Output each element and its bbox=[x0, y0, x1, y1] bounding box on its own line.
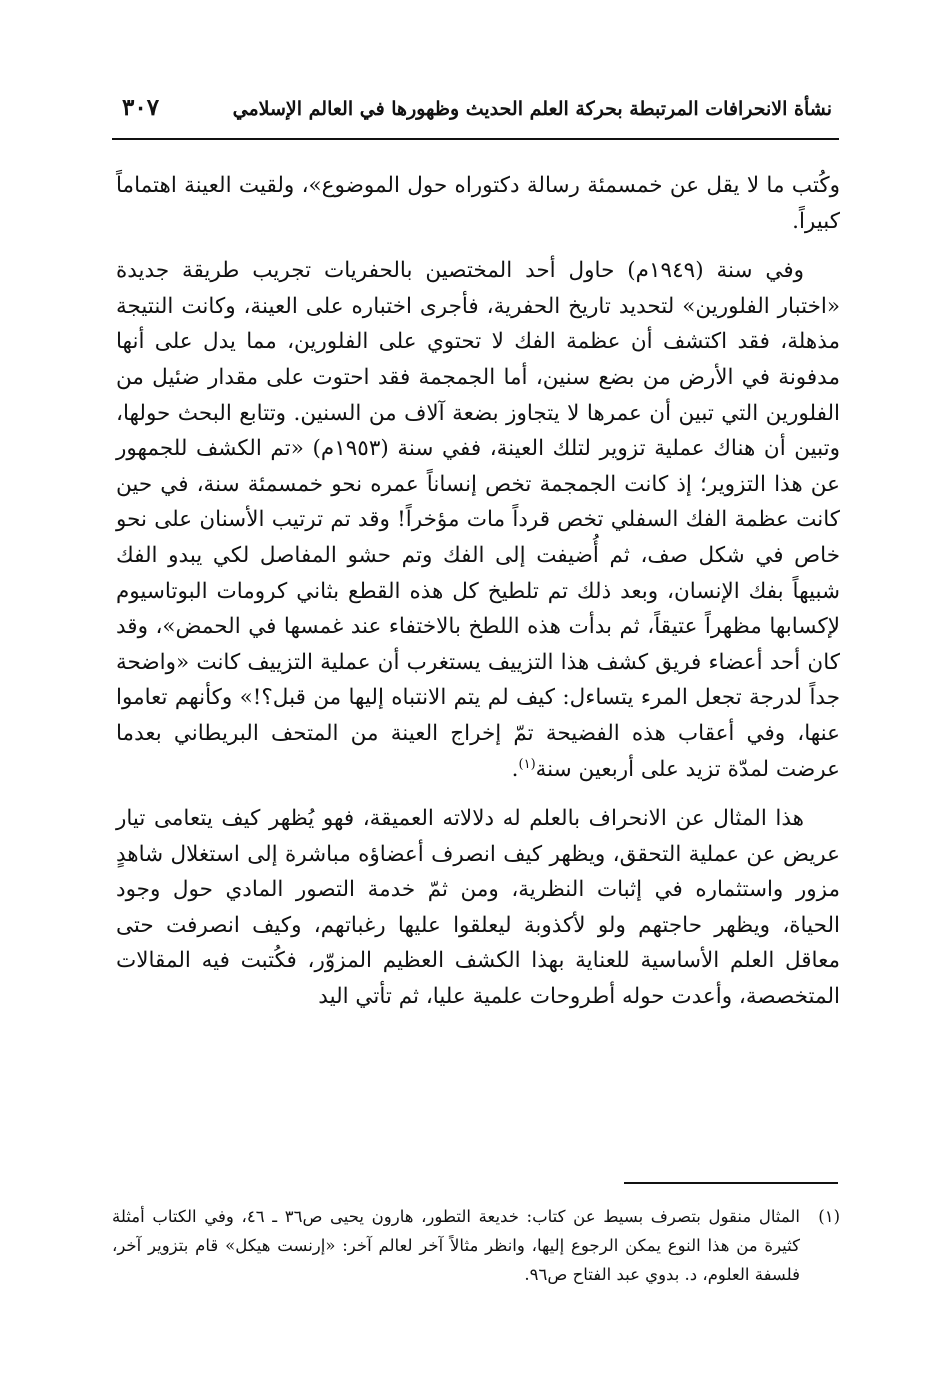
footnote-divider bbox=[624, 1182, 838, 1184]
running-header-title: نشأة الانحرافات المرتبطة بحركة العلم الحديث وظهورها في العالم الإسلامي bbox=[232, 98, 832, 120]
paragraph-piltdown-exposure bbox=[116, 253, 840, 787]
paragraph-tail: . bbox=[511, 756, 519, 782]
paragraph-continuation bbox=[116, 168, 840, 239]
paragraph-text: هذا المثال عن الانحراف بالعلم له دلالاته العميقة، فهو يُظهر كيف يتعامى تيار عريض عن عملية التحقق، ويظهر كيف انصرف أعضاؤه مباشرة إلى استغلال شاهدٍ مزور واستثماره في إثبات النظرية، ومن ثمّ خدمة التصور المادي حول وجود الحياة، ويظهر حاجتهم ولو لأكذوبة ليعلقوا عليها رغباتهم، وكيف انصرفت حتى معاقل العلم الأساسية للعناية بهذا الكشف العظيم المزوّر، فكُتبت فيه المقالات المتخصصة، وأعدت حوله أطروحات علمية عليا، ثم تأتي اليد bbox=[116, 806, 840, 1010]
footnote-reference[interactable]: (١) bbox=[518, 756, 536, 772]
page-number: ٣٠٧ bbox=[122, 94, 160, 121]
paragraph-analysis bbox=[116, 801, 840, 1015]
footnote-number: (١) bbox=[818, 1207, 840, 1226]
main-text bbox=[116, 168, 840, 1029]
running-header bbox=[112, 92, 832, 132]
paragraph-text: وفي سنة (١٩٤٩م) حاول أحد المختصين بالحفريات تجريب طريقة جديدة «اختبار الفلورين» لتحديد تاريخ الحفرية، فأجرى اختباره على العينة، وكانت النتيجة مذهلة، فقد اكتشف أن عظمة الفك لا تحتوي على الفلورين، مما يدل على أنها مدفونة في الأرض من بضع سنين، أما الجمجمة فقد احتوت على مقدار ضئيل من الفلورين التي تبين أن عمرها لا يتجاوز بضعة آلاف من السنين. وتتابع البحث حولها، وتبين أن هناك عملية تزوير لتلك العينة، ففي سنة (١٩٥٣م) «تم الكشف للجمهور عن هذا التزوير؛ إذ كانت الجمجمة تخص إنساناً عمره نحو خمسمئة سنة، في حين كانت عظمة الفك السفلي تخص قرداً مات مؤخراً! وقد تم ترتيب الأسنان على نحو خاص في شكل صف، ثم أُضيفت إلى الفك وتم حشو المفاصل لكي يبدو الفك شبيهاً بفك الإنسان، وبعد ذلك تم تلطيخ كل هذه القطع بثاني كرومات البوتاسيوم لإكسابها مظهراً عتيقاً، ثم بدأت هذه اللطخ بالاختفاء عند غمسها في الحمض»، وقد كان أحد أعضاء فريق كشف هذا التزييف يستغرب أن عملية التزييف كانت «واضحة جداً لدرجة تجعل المرء يتساءل: كيف لم يتم الانتباه إليها من قبل؟!» وكأنهم تعاموا عنها، وفي أعقاب هذه الفضيحة تمّ إخراج العينة من المتحف البريطاني بعدما عرضت لمدّة تزيد على أربعين سنة bbox=[116, 258, 840, 782]
header-divider bbox=[112, 138, 839, 140]
footnote-text: المثال منقول بتصرف بسيط عن كتاب: خديعة التطور، هارون يحيى ص٣٦ ـ ٤٦، وفي الكتاب أمثلة كثيرة من هذا النوع يمكن الرجوع إليها، وانظر مثالاً آخر لعالم آخر: «إرنست هيكل» قام بتزوير آخر، فلسفة العلوم، د. بدوي عبد الفتاح ص٩٦. bbox=[112, 1207, 800, 1284]
footnote-item bbox=[112, 1202, 840, 1289]
footnotes bbox=[112, 1202, 840, 1289]
paragraph-text: وكُتب ما لا يقل عن خمسمئة رسالة دكتوراه حول الموضوع»، ولقيت العينة اهتماماً كبيراً. bbox=[116, 173, 840, 234]
